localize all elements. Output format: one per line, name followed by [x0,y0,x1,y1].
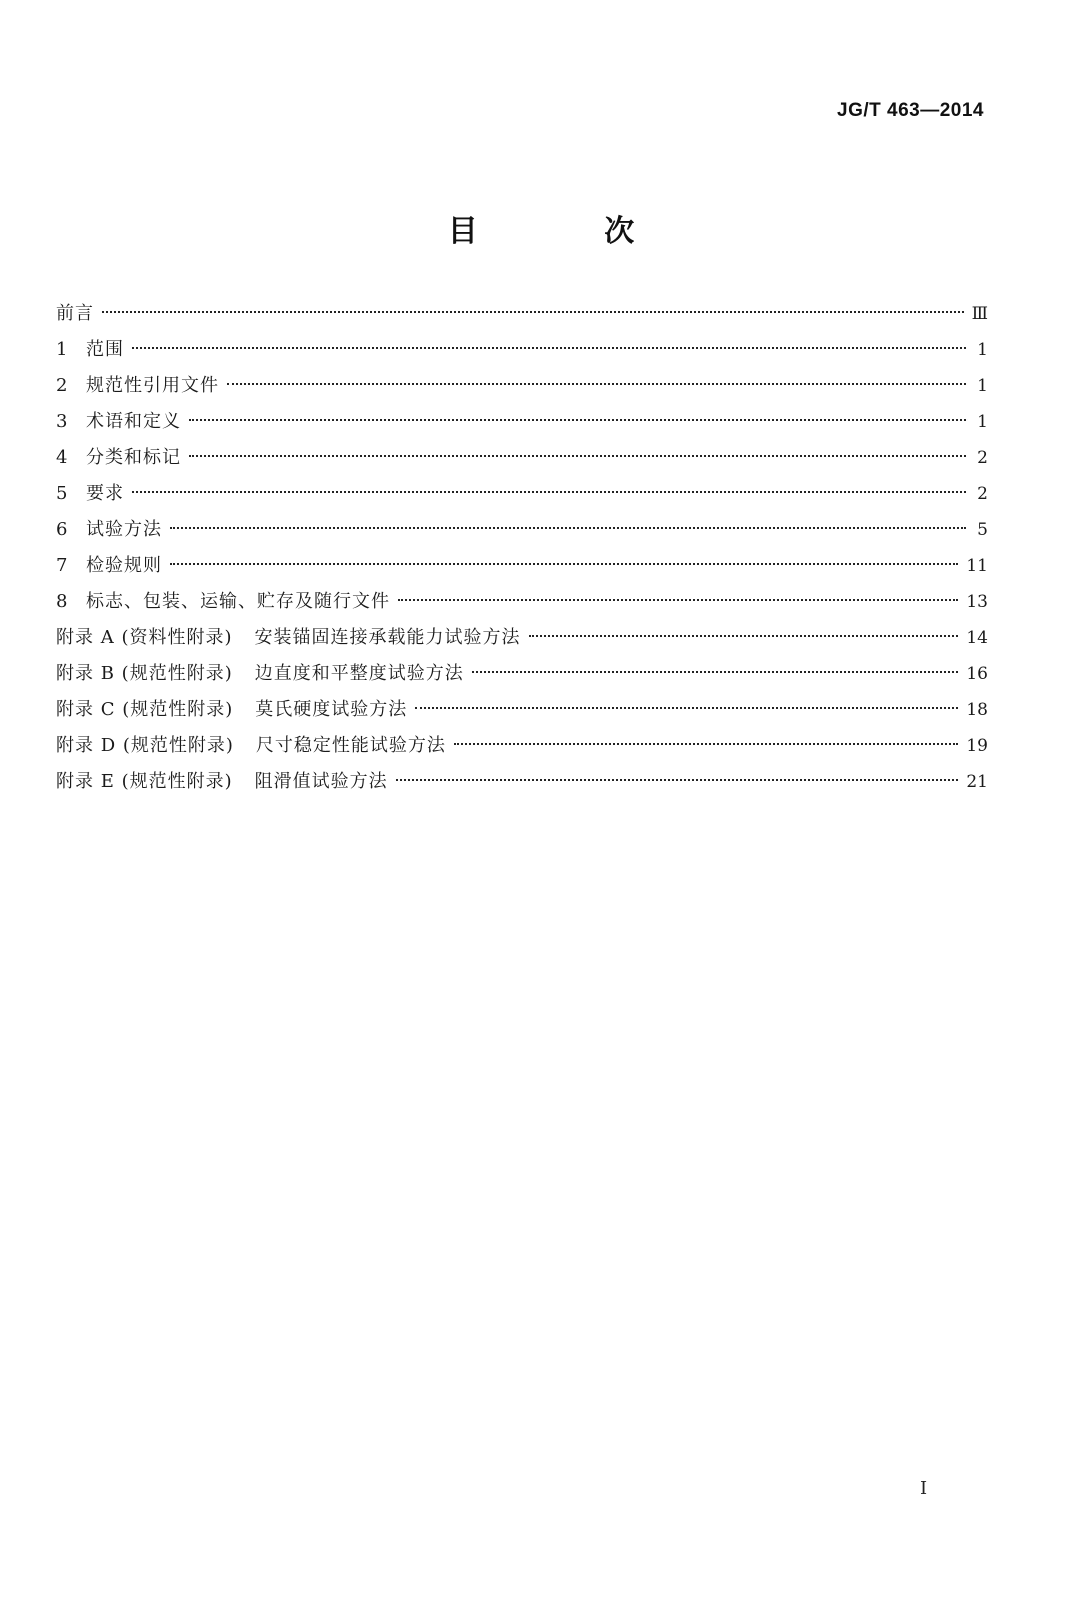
toc-entry-text: 尺寸稳定性能试验方法 [255,735,446,756]
toc-entry-2[interactable] [56,368,988,404]
dot-leader [132,347,966,349]
toc-entry-text: 前言 [56,303,94,324]
toc-entry-number: 6 [56,519,68,540]
dot-leader [415,707,958,709]
toc-entry-4[interactable] [56,440,988,476]
dot-leader [454,743,958,745]
toc-entry-3[interactable] [56,404,988,440]
dot-leader [396,779,959,781]
toc-entry-page: 5 [977,520,988,540]
toc-entry-appendix-b[interactable] [56,656,988,692]
toc-entry-appendix-a[interactable] [56,620,988,656]
toc-entry-number: 8 [56,591,68,612]
toc-entry-text: 标志、包装、运输、贮存及随行文件 [86,591,390,612]
dot-leader [132,491,966,493]
toc-entry-text: 检验规则 [86,555,162,576]
toc-entry-page: 14 [966,628,988,648]
toc-entry-text: 试验方法 [86,519,162,540]
toc-entry-text: 要求 [86,483,124,504]
table-of-contents [56,296,988,800]
toc-entry-appendix-c[interactable] [56,692,988,728]
dot-leader [189,419,966,421]
toc-entry-page: 1 [977,412,988,432]
toc-entry-page: 2 [977,448,988,468]
toc-entry-appendix-d[interactable] [56,728,988,764]
dot-leader [189,455,966,457]
toc-entry-6[interactable] [56,512,988,548]
toc-entry-page: 2 [977,484,988,504]
toc-entry-5[interactable] [56,476,988,512]
toc-entry-number: 5 [56,483,68,504]
toc-entry-text: 边直度和平整度试验方法 [254,663,464,684]
toc-entry-foreword[interactable] [56,296,988,332]
dot-leader [102,311,964,313]
toc-entry-page: 18 [966,700,988,720]
toc-entry-number: 4 [56,447,68,468]
toc-title: 目 次 [447,214,693,249]
toc-entry-number: 7 [56,555,68,576]
toc-entry-page: 1 [977,376,988,396]
toc-entry-1[interactable] [56,332,988,368]
toc-entry-text: 莫氏硬度试验方法 [255,699,408,720]
toc-entry-page: Ⅲ [971,304,988,324]
toc-entry-text: 分类和标记 [86,447,181,468]
dot-leader [170,527,966,529]
toc-entry-page: 16 [966,664,988,684]
dot-leader [529,635,959,637]
toc-entry-page: 13 [966,592,988,612]
dot-leader [398,599,958,601]
toc-entry-text: 范围 [86,339,124,360]
toc-appendix-label: 附录 C (规范性附录) [56,699,234,720]
toc-appendix-label: 附录 E (规范性附录) [56,771,233,792]
toc-appendix-label: 附录 B (规范性附录) [56,663,233,684]
toc-entry-number: 1 [56,339,68,360]
dot-leader [227,383,966,385]
toc-entry-page: 19 [966,736,988,756]
toc-appendix-label: 附录 D (规范性附录) [56,735,234,756]
toc-entry-text: 规范性引用文件 [86,375,219,396]
toc-entry-number: 3 [56,411,68,432]
toc-entry-text: 术语和定义 [86,411,181,432]
toc-appendix-label: 附录 A (资料性附录) [56,627,233,648]
standard-code: JG/T 463—2014 [837,100,984,121]
toc-entry-page: 1 [977,340,988,360]
toc-entry-text: 阻滑值试验方法 [254,771,388,792]
toc-entry-appendix-e[interactable] [56,764,988,800]
dot-leader [170,563,958,565]
toc-entry-number: 2 [56,375,68,396]
toc-entry-text: 安装锚固连接承载能力试验方法 [254,627,521,648]
toc-entry-8[interactable] [56,584,988,620]
toc-entry-7[interactable] [56,548,988,584]
page-number: I [920,1478,928,1499]
toc-entry-page: 21 [966,772,988,792]
toc-entry-page: 11 [966,556,988,576]
dot-leader [472,671,959,673]
